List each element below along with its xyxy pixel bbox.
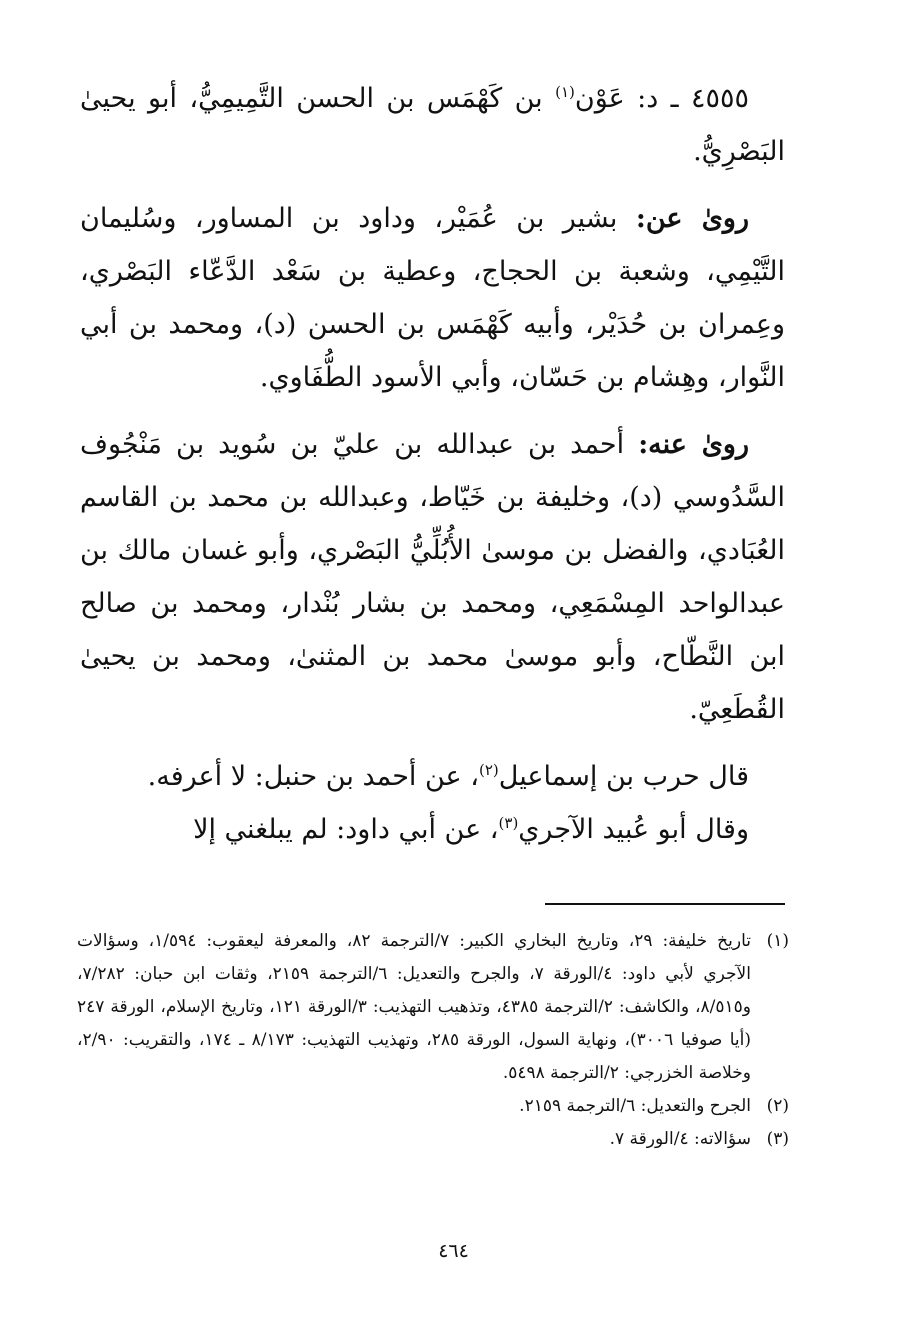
footnotes [77,925,789,1156]
narrators-to-text: أحمد بن عبدالله بن عليّ بن سُويد بن مَنْجُوف السَّدُوسي (د)، وخليفة بن خَيّاط، وعبدالله بن محمد بن القاسم العُبَادي، والفضل بن موسىٰ الأُبُلِّيُّ البَصْري، وأبو غسان مالك بن عبدالواحد المِسْمَعِي، ومحمد بن بشار بُنْدار، ومحمد بن صالح ابن النَّطّاح، وأبو موسىٰ محمد بن المثنىٰ، ومحمد بن يحيىٰ القُطَعِيّ. [80,429,785,725]
footnote-1 [77,925,789,1090]
footnote-ref-1[interactable]: (١) [555,83,575,101]
footnote-2 [77,1090,789,1123]
footnote-number: (١) [766,931,789,951]
footnote-3 [77,1123,789,1156]
quote-ajurri [80,803,785,856]
footnote-number: (٢) [766,1096,789,1116]
footnote-divider [545,903,785,905]
quote-2-before: وقال أبو عُبيد الآجري [518,814,749,845]
footnote-text: الجرح والتعديل: ٦/الترجمة ٢١٥٩. [519,1096,751,1116]
narrators-from-label: روىٰ عن: [635,203,749,234]
footnote-text: تاريخ خليفة: ٢٩، وتاريخ البخاري الكبير: ٧/الترجمة ٨٢، والمعرفة ليعقوب: ١/٥٩٤، وسؤالات الآجري لأبي داود: ٤/الورقة ٧، والجرح والتعديل: ٦/الترجمة ٢١٥٩، وثقات ابن حبان: ٧/٢٨٢، و٨/٥١٥، والكاشف: ٢/الترجمة ٤٣٨٥، وتذهيب التهذيب: ٣/الورقة ١٢١، وتاريخ الإسلام، الورقة ٢٤٧ (أيا صوفيا ٣٠٠٦)، ونهاية السول، الورقة ٢٨٥، وتهذيب التهذيب: ٨/١٧٣ ـ ١٧٤، والتقريب: ٢/٩٠، وخلاصة الخزرجي: ٢/الترجمة ٥٤٩٨. [77,931,751,1083]
main-text [80,72,785,856]
entry-name: عَوْن [574,83,625,114]
narrators-to-label: روىٰ عنه: [638,429,749,460]
quote-1-after: ، عن أحمد بن حنبل: لا أعرفه. [147,761,479,792]
quote-harb [80,750,785,803]
footnote-ref-3[interactable]: (٣) [498,814,519,832]
narrators-to-paragraph [80,418,785,736]
entry-heading [80,72,785,178]
quote-2-after: ، عن أبي داود: لم يبلغني إلا [193,814,499,845]
entry-number: ٤٥٥٥ ـ د: [624,83,749,114]
footnote-ref-2[interactable]: (٢) [478,761,499,779]
narrators-from-paragraph [80,192,785,404]
footnote-number: (٣) [766,1129,789,1149]
quote-1-before: قال حرب بن إسماعيل [498,761,749,792]
footnote-text: سؤالاته: ٤/الورقة ٧. [609,1129,751,1149]
entry-rest: بن كَهْمَس بن الحسن التَّمِيمِيُّ، أبو يحيىٰ البَصْرِيُّ. [80,83,785,167]
page-number: ٤٦٤ [438,1240,469,1262]
narrators-from-text: بشير بن عُمَيْر، وداود بن المساور، وسُليمان التَّيْمِي، وشعبة بن الحجاج، وعطية بن سَعْد الدَّعّاء البَصْري، وعِمران بن حُدَيْر، وأبيه كَهْمَس بن الحسن (د)، ومحمد بن أبي النَّوار، وهِشام بن حَسّان، وأبي الأسود الطُّفَاوي. [80,203,785,393]
